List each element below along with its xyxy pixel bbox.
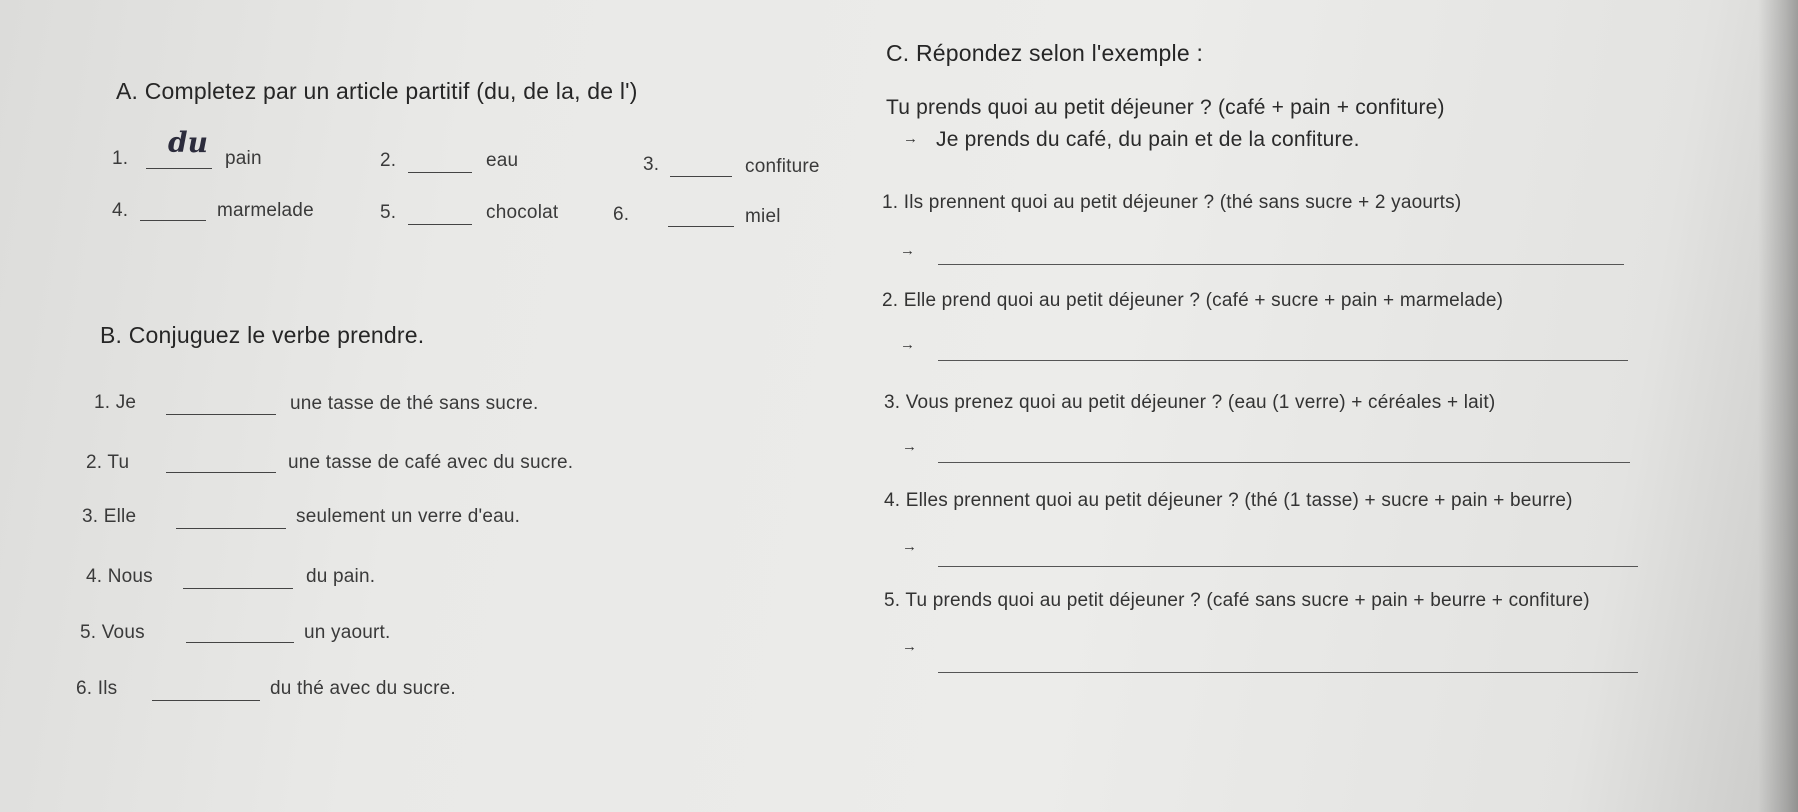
item-subject: 6. Ils xyxy=(76,678,118,699)
verb-blank[interactable] xyxy=(176,528,286,529)
question-5: 5. Tu prends quoi au petit déjeuner ? (café sans sucre + pain + beurre + confiture) xyxy=(884,590,1590,611)
item-rest: une tasse de café avec du sucre. xyxy=(288,452,574,473)
answer-line-5[interactable] xyxy=(938,672,1638,673)
item-rest: du pain. xyxy=(306,566,376,587)
verb-blank[interactable] xyxy=(166,414,276,415)
arrow-icon: → xyxy=(900,336,915,353)
answer-blank[interactable] xyxy=(140,220,206,221)
arrow-icon: → xyxy=(902,638,917,655)
item-number: 3. xyxy=(643,154,660,175)
answer-line-4[interactable] xyxy=(938,566,1638,567)
answer-blank[interactable] xyxy=(408,172,472,173)
item-number: 5. xyxy=(380,202,397,223)
verb-blank[interactable] xyxy=(166,472,276,473)
item-subject: 3. Elle xyxy=(82,506,137,527)
verb-blank[interactable] xyxy=(186,642,294,643)
answer-line-3[interactable] xyxy=(938,462,1630,463)
item-rest: seulement un verre d'eau. xyxy=(296,506,521,527)
question-3: 3. Vous prenez quoi au petit déjeuner ? (eau (1 verre) + céréales + lait) xyxy=(884,392,1496,413)
example-question: Tu prends quoi au petit déjeuner ? (café + pain + confiture) xyxy=(886,96,1445,119)
arrow-icon: → xyxy=(903,130,918,147)
item-word: chocolat xyxy=(486,202,559,223)
item-word: miel xyxy=(745,206,781,227)
answer-line-2[interactable] xyxy=(938,360,1628,361)
question-1: 1. Ils prennent quoi au petit déjeuner ? (thé sans sucre + 2 yaourts) xyxy=(882,192,1462,213)
item-number: 1. xyxy=(112,148,129,169)
question-2: 2. Elle prend quoi au petit déjeuner ? (café + sucre + pain + marmelade) xyxy=(882,290,1504,311)
item-rest: une tasse de thé sans sucre. xyxy=(290,393,539,414)
handwritten-answer: du xyxy=(168,126,208,159)
item-subject: 5. Vous xyxy=(80,622,145,643)
item-number: 4. xyxy=(112,200,129,221)
item-number: 6. xyxy=(613,204,630,225)
answer-blank[interactable] xyxy=(668,226,734,227)
example-answer: Je prends du café, du pain et de la confiture. xyxy=(936,128,1360,151)
page-edge-shadow xyxy=(1758,0,1798,812)
question-4: 4. Elles prennent quoi au petit déjeuner ? (thé (1 tasse) + sucre + pain + beurre) xyxy=(884,490,1573,511)
item-word: eau xyxy=(486,150,519,171)
item-subject: 2. Tu xyxy=(86,452,130,473)
item-subject: 1. Je xyxy=(94,392,137,413)
item-number: 2. xyxy=(380,150,397,171)
item-subject: 4. Nous xyxy=(86,566,153,587)
item-word: confiture xyxy=(745,156,820,177)
section-c-title: C. Répondez selon l'exemple : xyxy=(886,40,1204,66)
answer-blank[interactable] xyxy=(146,168,212,169)
item-word: pain xyxy=(225,148,262,169)
item-rest: un yaourt. xyxy=(304,622,391,643)
answer-blank[interactable] xyxy=(670,176,732,177)
arrow-icon: → xyxy=(902,538,917,555)
answer-blank[interactable] xyxy=(408,224,472,225)
verb-blank[interactable] xyxy=(152,700,260,701)
item-word: marmelade xyxy=(217,200,314,221)
answer-line-1[interactable] xyxy=(938,264,1624,265)
item-rest: du thé avec du sucre. xyxy=(270,678,456,699)
verb-blank[interactable] xyxy=(183,588,293,589)
section-a-title: A. Completez par un article partitif (du, de la, de l') xyxy=(116,78,638,104)
section-b-title: B. Conjuguez le verbe prendre. xyxy=(100,322,425,348)
arrow-icon: → xyxy=(900,242,915,259)
arrow-icon: → xyxy=(902,438,917,455)
